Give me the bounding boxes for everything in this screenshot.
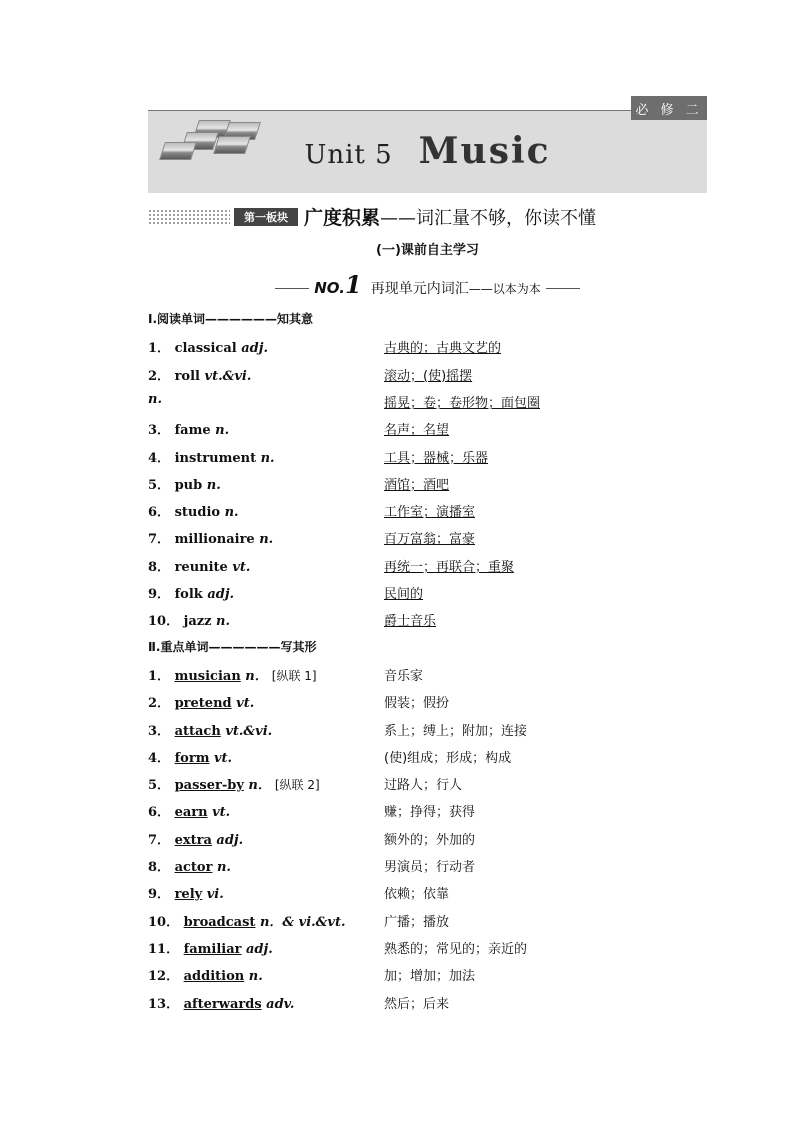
english-word: afterwards [183, 996, 262, 1012]
item-number: 5． [148, 778, 175, 794]
vocab-term [148, 528, 273, 547]
vocab-term [148, 447, 275, 466]
chinese-meaning: (使)组成；形成；构成 [384, 750, 512, 766]
english-word: folk [174, 587, 208, 602]
no-text: 再现单元内词汇 [370, 281, 469, 297]
no-label: NO. [314, 279, 345, 297]
part-of-speech: vi. [202, 887, 224, 903]
vocab-row [148, 801, 708, 821]
rule-left [275, 288, 309, 289]
vocab-row [148, 993, 708, 1013]
block-title [304, 203, 596, 230]
part-of-speech: adj. [241, 341, 268, 357]
chinese-meaning: 赚；挣得；获得 [384, 805, 476, 821]
vocab-term [148, 720, 272, 739]
english-word: reunite [174, 559, 233, 575]
vocab-term [148, 829, 243, 848]
item-number: 10． [148, 614, 184, 630]
item-number: 8． [148, 559, 175, 575]
part-of-speech: n． [243, 778, 271, 794]
part-of-speech: n．& vi.&vt. [255, 914, 346, 930]
category-heading [148, 638, 708, 658]
vocab-row [148, 883, 708, 903]
vocab-term [148, 337, 268, 356]
vocab-term [148, 392, 162, 407]
chinese-meaning: 广播；播放 [384, 914, 450, 930]
vocab-term [148, 692, 254, 711]
chinese-meaning: 熟悉的；常见的；亲近的 [384, 941, 528, 957]
chinese-meaning: 工作室；演播室 [384, 505, 476, 521]
part-of-speech: vt. [231, 696, 255, 712]
part-of-speech: n. [215, 423, 230, 439]
part-of-speech: adv. [261, 996, 295, 1012]
english-word: roll [174, 368, 205, 384]
chinese-meaning: 古典的；古典文艺的 [384, 341, 502, 357]
item-number: 7． [148, 532, 175, 548]
part-of-speech: vt.&vi. [220, 723, 273, 739]
part-of-speech: vt. [207, 805, 231, 821]
chinese-meaning: 过路人；行人 [384, 778, 463, 794]
chinese-meaning: 工具；器械；乐器 [384, 450, 489, 466]
category-label: Ⅱ.重点单词——————写其形 [148, 639, 317, 654]
item-number: 13． [148, 996, 184, 1012]
vocab-term [148, 965, 263, 984]
english-word: pub [174, 477, 207, 493]
category-heading [148, 310, 708, 330]
item-number: 4． [148, 750, 175, 766]
vocab-term [148, 883, 224, 902]
item-number: 2． [148, 696, 175, 712]
vocab-row [148, 965, 708, 985]
part-of-speech: n. [212, 860, 231, 875]
vocab-row [148, 528, 708, 548]
vocab-row [148, 747, 708, 767]
vocab-term [148, 501, 239, 520]
vocab-term [148, 856, 231, 875]
block-label: 第一板块 [234, 208, 298, 226]
part-of-speech: vt.&vi. [204, 368, 252, 384]
item-number: 1． [148, 341, 175, 357]
vocab-row [148, 556, 708, 576]
item-number: 6． [148, 805, 175, 821]
chinese-meaning: 依赖；依靠 [384, 887, 450, 903]
vocab-term [148, 419, 229, 438]
category-label: Ⅰ.阅读单词——————知其意 [148, 312, 314, 326]
item-number: 2． [148, 368, 175, 384]
item-number: 6． [148, 505, 175, 521]
part-of-speech: vt. [209, 750, 233, 766]
unit-label: Unit 5 [304, 140, 393, 170]
chinese-meaning: 爵士音乐 [384, 614, 437, 630]
unit-title [148, 130, 707, 172]
part-of-speech: n. [260, 450, 275, 466]
vocab-row [148, 365, 708, 385]
no1-heading [148, 270, 707, 299]
part-of-speech: n. [216, 614, 231, 630]
vocab-row [148, 392, 708, 412]
part-of-speech: n. [244, 969, 263, 985]
vocab-term [148, 747, 232, 766]
cross-reference: [纵联 2] [274, 778, 320, 793]
chinese-meaning: 滚动；(使)摇摆 [384, 368, 473, 384]
vocab-row [148, 665, 708, 685]
item-number: 9． [148, 887, 175, 903]
vocab-row [148, 419, 708, 439]
part-of-speech: n. [206, 477, 221, 493]
vocab-term [148, 665, 317, 684]
vocab-term [148, 610, 230, 629]
vocab-row [148, 474, 708, 494]
part-of-speech: adj. [241, 941, 273, 957]
part-of-speech: n. [224, 505, 239, 521]
vocab-term [148, 774, 320, 793]
vocab-term [148, 556, 250, 575]
vocab-term [148, 801, 230, 820]
part-of-speech: n. [148, 391, 162, 407]
vocab-row [148, 583, 708, 603]
chinese-meaning: 再统一；再联合；重聚 [384, 559, 515, 575]
english-word: addition [183, 969, 245, 985]
english-word: instrument [174, 450, 261, 466]
english-word: millionaire [174, 532, 260, 548]
part-of-speech: adj. [211, 832, 244, 848]
english-word: form [174, 750, 210, 766]
item-number: 3． [148, 723, 175, 739]
item-number: 11． [148, 941, 184, 957]
chinese-meaning: 假装；假扮 [384, 696, 450, 712]
vocab-row [148, 692, 708, 712]
vocab-row [148, 447, 708, 467]
item-number: 1． [148, 668, 175, 684]
sub-heading: (一)课前自主学习 [376, 243, 479, 258]
vocab-term [148, 911, 346, 930]
vocab-row [148, 911, 708, 931]
item-number: 12． [148, 969, 184, 985]
rule-right [546, 288, 580, 289]
chinese-meaning: 额外的；外加的 [384, 832, 476, 848]
vocab-term [148, 993, 294, 1012]
chinese-meaning: 然后；后来 [384, 996, 450, 1012]
english-word: rely [174, 887, 203, 903]
english-word: jazz [183, 614, 217, 630]
cross-reference: [纵联 1] [271, 668, 317, 683]
english-word: familiar [183, 941, 242, 957]
vocab-row [148, 829, 708, 849]
dotted-decoration [148, 209, 230, 225]
part-of-speech: n． [240, 668, 268, 684]
chinese-meaning: 酒馆；酒吧 [384, 477, 450, 493]
vocab-term [148, 365, 251, 384]
vocab-row [148, 610, 708, 630]
chinese-meaning: 男演员；行动者 [384, 860, 476, 875]
item-number: 7． [148, 832, 175, 848]
english-word: earn [174, 805, 208, 821]
chinese-meaning: 民间的 [384, 587, 424, 602]
chinese-meaning: 摇晃；卷；卷形物；面包圈 [384, 395, 541, 411]
english-word: fame [174, 423, 216, 439]
part-of-speech: n. [259, 532, 274, 548]
english-word: passer-by [174, 778, 244, 794]
block-title-sub: ——词汇量不够，你读不懂 [380, 208, 597, 229]
english-word: musician [174, 668, 241, 684]
item-number: 9． [148, 587, 175, 602]
block-title-main: 广度积累 [304, 207, 381, 229]
chinese-meaning: 加；增加；加法 [384, 969, 476, 985]
item-number: 4． [148, 450, 175, 466]
item-number: 10． [148, 914, 184, 930]
english-word: pretend [174, 696, 232, 712]
vocab-row [148, 501, 708, 521]
section-bar [148, 205, 708, 229]
english-word: broadcast [183, 914, 256, 930]
part-of-speech: adj. [207, 587, 235, 602]
no-text-sub: ——以本为本 [468, 282, 541, 296]
book-tag: 必 修 二 [631, 96, 707, 120]
english-word: actor [174, 860, 213, 875]
unit-word: Music [418, 130, 551, 172]
part-of-speech: vt. [232, 559, 251, 575]
chinese-meaning: 音乐家 [384, 668, 424, 684]
no-number: 1 [344, 270, 362, 299]
chinese-meaning: 名声；名望 [384, 423, 450, 439]
item-number: 5． [148, 477, 175, 493]
vocab-row [148, 720, 708, 740]
vocab-row [148, 856, 708, 876]
item-number: 8． [148, 860, 175, 875]
english-word: extra [174, 832, 212, 848]
vocab-row [148, 774, 708, 794]
english-word: classical [174, 341, 242, 357]
vocab-row [148, 337, 708, 357]
vocab-term [148, 938, 273, 957]
chinese-meaning: 百万富翁；富豪 [384, 532, 476, 548]
english-word: studio [174, 505, 225, 521]
vocab-row [148, 938, 708, 958]
english-word: attach [174, 723, 221, 739]
chinese-meaning: 系上；缚上；附加；连接 [384, 723, 528, 739]
vocab-term [148, 583, 234, 602]
item-number: 3． [148, 423, 175, 439]
vocab-term [148, 474, 221, 493]
